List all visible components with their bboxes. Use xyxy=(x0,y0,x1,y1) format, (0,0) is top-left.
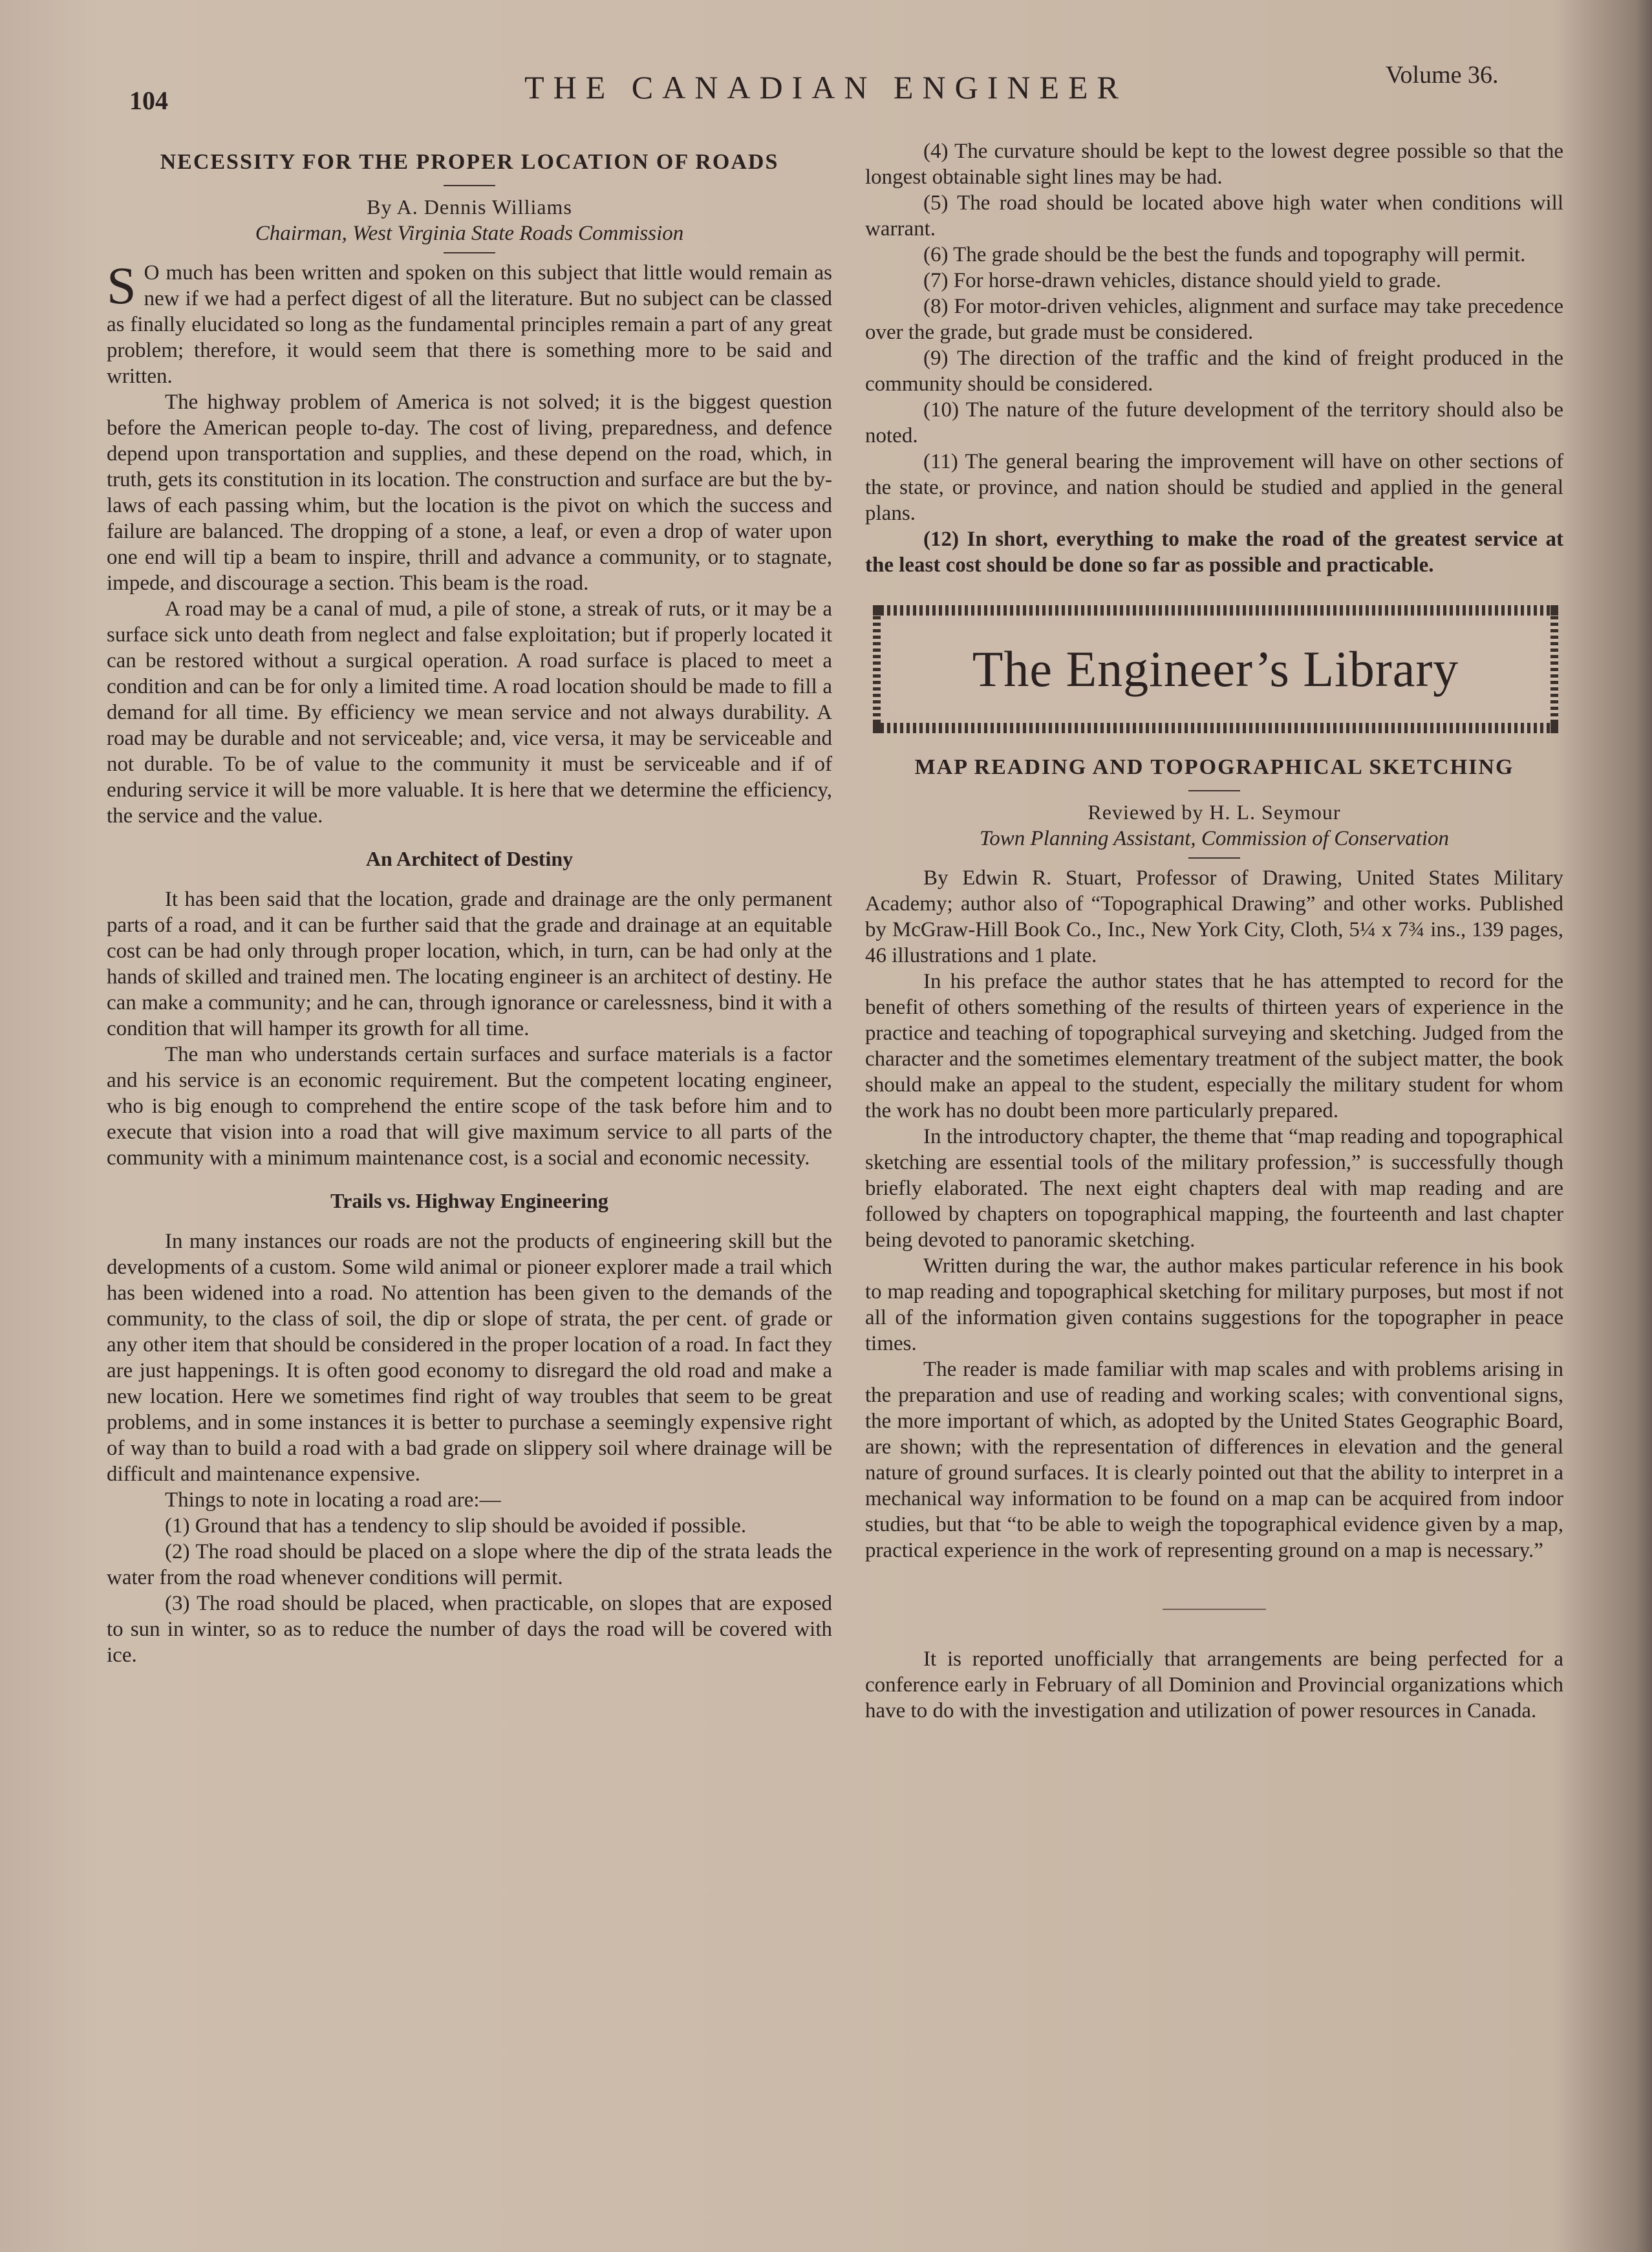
volume-label: Volume 36. xyxy=(1386,61,1499,89)
list-item-11: (11) The general bearing the improvement will have on other sections of the state, or province, and nation should be studied and applied in the general plans. xyxy=(865,450,1563,525)
drop-cap: S xyxy=(107,256,136,315)
article-affiliation: Chairman, West Virginia State Roads Commission xyxy=(255,222,684,245)
review-paragraph-3: In the introductory chapter, the theme that “map reading and topographical sketching are essential tools of the military profession,” is successfully though briefly elaborated. The next eight chapters deal with map reading and are followed by chapters on topographical mapping, the fourteenth and last chapter being devoted to panoramic sketching. xyxy=(865,1125,1563,1252)
review-title-rule xyxy=(1188,790,1240,791)
subheading-architect: An Architect of Destiny xyxy=(365,847,574,870)
library-banner-title: The Engineer’s Library xyxy=(972,641,1459,697)
list-item-6: (6) The grade should be the best the funds and topography will permit. xyxy=(923,243,1526,266)
journal-title: THE CANADIAN ENGINEER xyxy=(524,69,1128,105)
paragraph-3: A road may be a canal of mud, a pile of stone, a streak of ruts, or it may be a surface sick unto death from neglect and false exploitation; but if properly located it can be restored without a surgical operation. A road surface is placed to meet a condition and can be for only a limited time. A road location should be made to fill a demand for all time. By efficiency we mean service and not always durability. A road may be durable and not serviceable; and, vice versa, it may be serviceable and not durable. To be of value to the community it must be serviceable and if of enduring service it will be more valuable. It is here that we determine the efficiency, the service and the value. xyxy=(107,597,832,828)
list-item-7: (7) For horse-drawn vehicles, distance should yield to grade. xyxy=(923,269,1441,292)
review-paragraph-4: Written during the war, the author makes particular reference in his book to map reading and topographical sketching for military purposes, but most if not all of the information given contains suggestions for the topographer in peace times. xyxy=(865,1254,1563,1355)
banner-border-left xyxy=(873,616,881,723)
banner-border-right xyxy=(1550,616,1558,723)
paragraph-7: Things to note in locating a road are:— xyxy=(165,1488,501,1512)
banner-border-bottom xyxy=(881,723,1550,733)
title-rule xyxy=(444,185,495,186)
list-item-4: (4) The curvature should be kept to the lowest degree possible so that the longest obtainable sight lines may be had. xyxy=(865,140,1563,189)
left-column xyxy=(107,138,832,1668)
review-paragraph-2: In his preface the author states that he has attempted to record for the benefit of others something of the results of thirteen years of experience in the practice and teaching of topographical surveying and sketching. Judged from the character and the sometimes elementary treatment of the subject matter, the book should make an appeal to the student, especially the military student for whom the work has no doubt been more particularly prepared. xyxy=(865,970,1563,1122)
list-item-5: (5) The road should be located above high water when conditions will warrant. xyxy=(865,191,1563,241)
review-title: MAP READING AND TOPOGRAPHICAL SKETCHING xyxy=(914,755,1514,779)
list-item-12: (12) In short, everything to make the road of the greatest service at the least cost should be done so far as possible and practicable. xyxy=(865,528,1563,577)
review-paragraph-1: By Edwin R. Stuart, Professor of Drawing, United States Military Academy; author also of “Topographical Drawing” and other works. Published by McGraw-Hill Book Co., Inc., New York City, Cloth, 5¼ x 7¾ ins., 139 pages, 46 illustrations and 1 plate. xyxy=(865,866,1563,967)
list-item-8: (8) For motor-driven vehicles, alignment and surface may take precedence over the grade, but grade must be considered. xyxy=(865,295,1563,344)
list-item-2: (2) The road should be placed on a slope where the dip of the strata leads the water from the road whenever conditions will permit. xyxy=(107,1540,832,1589)
banner-inner xyxy=(890,623,1541,715)
list-item-3: (3) The road should be placed, when practicable, on slopes that are exposed to sun in winter, so as to reduce the number of days the road will be covered with ice. xyxy=(107,1592,832,1667)
page-number: 104 xyxy=(129,86,168,115)
subheading-trails: Trails vs. Highway Engineering xyxy=(330,1189,608,1212)
article-byline: By A. Dennis Williams xyxy=(367,195,572,219)
library-banner xyxy=(873,605,1558,733)
banner-border-top xyxy=(881,605,1550,616)
list-item-1: (1) Ground that has a tendency to slip should be avoided if possible. xyxy=(165,1514,747,1538)
paragraph-2: The highway problem of America is not solved; it is the biggest question before the American people to-day. The cost of living, preparedness, and defence depend upon transportation and supplies, and these depend on the road, which, in truth, gets its constitution in its location. The construction and surface are but the by-laws of each passing whim, but the location is the pivot on which the success and failure are balanced. The dropping of a stone, a leaf, or even a drop of water upon one end will tip a beam to inspire, thrill and advance a community, or to stagnate, impede, and discourage a section. This beam is the road. xyxy=(107,391,832,595)
paragraph-1-text: O much has been written and spoken on this subject that little would remain as new if we had a perfect digest of all the literature. But no subject can be classed as finally elucidated so long as the fundamental principles remain a part of any great problem; therefore, it would seem that there is something more to be said and written. xyxy=(107,261,832,388)
paragraph-6: In many instances our roads are not the products of engineering skill but the developments of a custom. Some wild animal or pioneer explorer made a trail which has been widened into a road. No attention has been given to the demands of the community, to the class of soil, the dip or slope of strata, the per cent. of grade or any other item that should be considered in the proper location of a road. In fact they are just happenings. It is often good economy to disregard the old road and make a new location. Here we sometimes find right of way troubles that seem to be great problems, and in some instances it is better to purchase a seemingly expensive right of way than to build a road with a bad grade on slippery soil where drainage will be difficult and maintenance expensive. xyxy=(107,1230,832,1486)
review-byline-rule xyxy=(1188,857,1240,859)
review-byline: Reviewed by H. L. Seymour xyxy=(1088,800,1341,824)
list-item-9: (9) The direction of the traffic and the kind of freight produced in the community should be considered. xyxy=(865,347,1563,396)
review-affiliation: Town Planning Assistant, Commission of Conservation xyxy=(979,827,1450,850)
article-title: NECESSITY FOR THE PROPER LOCATION OF ROADS xyxy=(160,150,779,174)
running-header xyxy=(0,59,1652,115)
paragraph-4: It has been said that the location, grade and drainage are the only permanent parts of a road, and it can be further said that the grade and drainage at an equitable cost can be had only through proper location, which, in turn, can be had only at the hands of skilled and trained men. The locating engineer is an architect of destiny. He can make a community; and he can, through ignorance or carelessness, bind it with a condition that will hamper its growth for all time. xyxy=(107,888,832,1040)
byline-rule xyxy=(444,252,495,253)
notice-paragraph: It is reported unofficially that arrangements are being perfected for a conference early in February of all Dominion and Provincial organizations which have to do with the investigation and utilization of power resources in Canada. xyxy=(865,1647,1563,1722)
paragraph-5: The man who understands certain surfaces and surface materials is a factor and his service is an economic requirement. But the competent locating engineer, who is big enough to comprehend the entire scope of the task before him and to execute that vision into a road that will give maximum service to all parts of the community with a minimum maintenance cost, is a social and economic necessity. xyxy=(107,1043,832,1170)
review-paragraph-5: The reader is made familiar with map scales and with problems arising in the preparation and use of reading and working scales; with conventional signs, the more important of which, as adopted by the United States Geographic Board, are shown; with the representation of differences in elevation and the general nature of ground surfaces. It is clearly pointed out that the ability to interpret in a mechanical way information to be found on a map can be acquired from indoor studies, but that “to be able to weigh the topographical evidence given by a map, practical experience in the work of representing ground on a map is necessary.” xyxy=(865,1358,1563,1562)
paragraph-1 xyxy=(107,256,832,389)
section-separator xyxy=(1163,1609,1266,1610)
list-item-10: (10) The nature of the future development of the territory should also be noted. xyxy=(865,398,1563,447)
right-column xyxy=(865,138,1563,1724)
